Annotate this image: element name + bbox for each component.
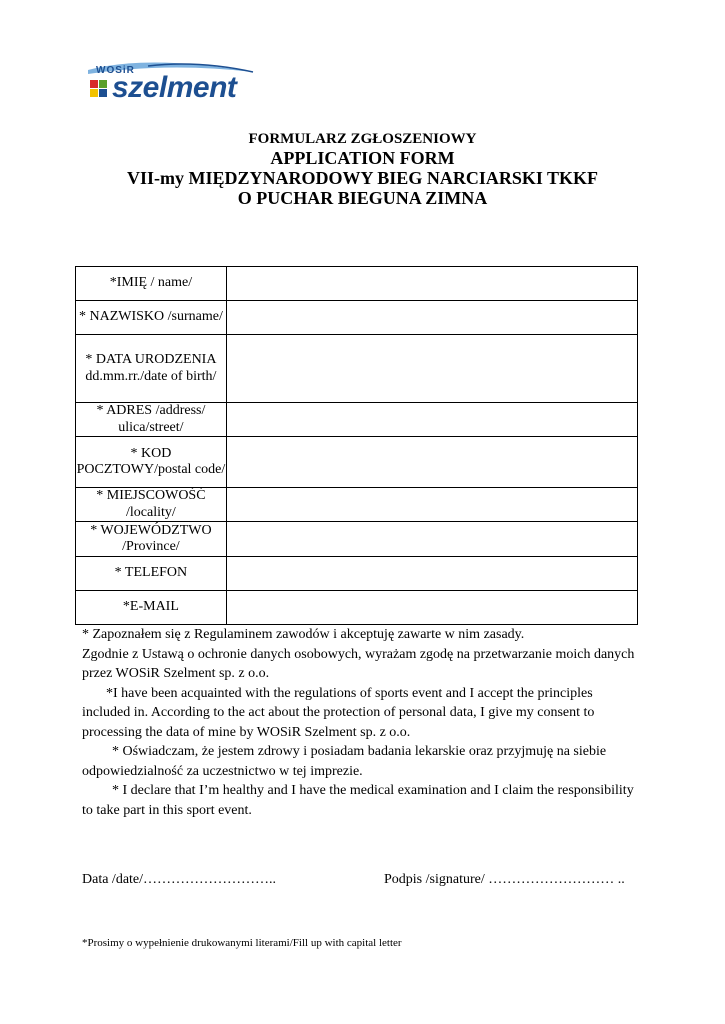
field-email[interactable] — [226, 591, 637, 625]
footnote: *Prosimy o wypełnienie drukowanymi literami/Fill up with capital letter — [82, 937, 402, 949]
logo-brand-text: szelment — [112, 71, 237, 104]
field-birth-date[interactable] — [226, 335, 637, 403]
label-address: * ADRES /address/ ulica/street/ — [76, 403, 227, 437]
form-row-surname — [76, 301, 638, 335]
form-row-address — [76, 403, 638, 437]
wosir-szelment-logo — [88, 58, 258, 108]
label-postal-code: * KOD POCZTOWY/postal code/ — [76, 437, 227, 488]
form-row-birth-date — [76, 335, 638, 403]
form-row-name — [76, 267, 638, 301]
health-declaration-pl: * Oświadczam, że jestem zdrowy i posiadam badania lekarskie oraz przyjmuję na siebie odpowiedzialność za uczestnictwo w tej imprezie. — [82, 744, 607, 779]
signature-line: Podpis /signature/ ……………………… .. — [384, 872, 625, 887]
application-form-table — [75, 266, 638, 625]
field-name[interactable] — [226, 267, 637, 301]
consent-en-text: *I have been acquainted with the regulations of sports event and I accept the principles included in. According to the act about the protection of personal data, I give my consent to processing the data of mine by WOSiR Szelment sp. z o.o. — [82, 685, 595, 740]
field-province[interactable] — [226, 522, 637, 557]
logo-squares-icon — [90, 80, 108, 98]
title-event: VII-my MIĘDZYNARODOWY BIEG NARCIARSKI TKKF — [126, 168, 599, 188]
health-declaration-en: * I declare that I’m healthy and I have the medical examination and I claim the responsibility to take part in this sport event. — [82, 783, 634, 818]
title-english: APPLICATION FORM — [270, 148, 455, 168]
consent-regulations-pl: * Zapoznałem się z Regulaminem zawodów i akceptuję zawarte w nim zasady. — [82, 627, 525, 642]
field-address[interactable] — [226, 403, 637, 437]
label-province: * WOJEWÓDZTWO /Province/ — [76, 522, 227, 557]
label-name: *IMIĘ / name/ — [76, 267, 227, 301]
label-locality: * MIEJSCOWOŚĆ /locality/ — [76, 488, 227, 522]
consent-text-block — [82, 625, 642, 820]
title-cup: O PUCHAR BIEGUNA ZIMNA — [237, 188, 488, 208]
title-polish: FORMULARZ ZGŁOSZENIOWY — [248, 131, 477, 147]
field-locality[interactable] — [226, 488, 637, 522]
field-postal-code[interactable] — [226, 437, 637, 488]
label-birth-date: * DATA URODZENIA dd.mm.rr./date of birth/ — [76, 335, 227, 403]
form-row-phone — [76, 557, 638, 591]
consent-en — [82, 684, 642, 743]
form-row-email — [76, 591, 638, 625]
form-row-locality — [76, 488, 638, 522]
label-surname: * NAZWISKO /surname/ — [76, 301, 227, 335]
label-phone: * TELEFON — [76, 557, 227, 591]
form-row-postal-code — [76, 437, 638, 488]
label-email: *E-MAIL — [76, 591, 227, 625]
form-row-province — [76, 522, 638, 557]
field-phone[interactable] — [226, 557, 637, 591]
field-surname[interactable] — [226, 301, 637, 335]
date-signature-line: Data /date/……………………….. — [82, 872, 277, 887]
form-title-block — [0, 130, 725, 208]
consent-data-pl: Zgodnie z Ustawą o ochronie danych osobowych, wyrażam zgodę na przetwarzanie moich danych przez WOSiR Szelment sp. z o.o. — [82, 646, 635, 681]
logo-wosir-text: WOSiR — [96, 65, 135, 76]
